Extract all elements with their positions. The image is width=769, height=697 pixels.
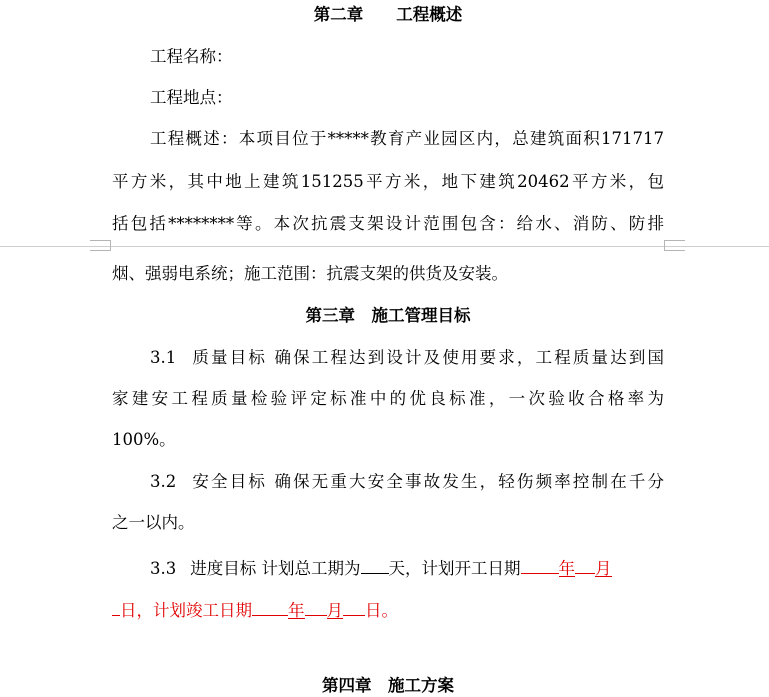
- start-month-blank: [575, 555, 595, 574]
- end-month-label: 月: [326, 601, 343, 620]
- quality-goal-line-1: [112, 347, 664, 369]
- start-year-blank: [521, 555, 559, 574]
- schedule-goal-number: 3.3: [150, 559, 177, 578]
- quality-goal-line-2: 家建安工程质量检验评定标准中的优良标准，一次验收合格率为: [112, 389, 664, 408]
- page-break-divider: [0, 246, 769, 247]
- end-year-label: 年: [288, 601, 305, 620]
- page-corner-mark-left: [90, 240, 111, 251]
- end-day-blank: [343, 597, 365, 616]
- quality-goal-number: 3.1: [150, 348, 177, 367]
- quality-goal-text: 确保工程达到设计及使用要求，工程质量达到国: [274, 348, 665, 367]
- chapter-4-title: 第四章 施工方案: [322, 676, 454, 695]
- end-day-label: 日。: [365, 601, 398, 620]
- end-month-blank: [305, 597, 327, 616]
- schedule-total-text: 计划总工期为: [261, 559, 361, 578]
- safety-goal-line-1: [112, 471, 664, 493]
- schedule-start-text: 天，计划开工日期: [388, 559, 521, 578]
- start-day-blank: [112, 597, 120, 616]
- safety-goal-label: 安全目标: [190, 472, 268, 491]
- safety-goal-text: 确保无重大安全事故发生，轻伤频率控制在千分: [274, 472, 665, 491]
- start-day-and-end-text: 日，计划竣工日期: [120, 601, 252, 620]
- overview-line-2: 平方米，其中地上建筑151255平方米，地下建筑20462平方米，包: [112, 172, 664, 191]
- overview-line-4: 烟、强弱电系统；施工范围：抗震支架的供货及安装。: [112, 264, 508, 283]
- duration-blank: [361, 555, 389, 574]
- schedule-goal-line-2: [112, 597, 664, 622]
- end-year-blank: [252, 597, 288, 616]
- quality-goal-line-3: 100%。: [112, 430, 176, 449]
- chapter-3-title: 第三章 施工管理目标: [305, 306, 471, 325]
- start-month-label: 月: [595, 559, 612, 578]
- schedule-goal-label: 进度目标: [190, 559, 257, 578]
- schedule-goal-line-1: [112, 555, 664, 580]
- safety-goal-line-2: 之一以内。: [112, 513, 195, 532]
- safety-goal-number: 3.2: [150, 472, 177, 491]
- page-corner-mark-right: [664, 240, 685, 251]
- start-year-label: 年: [558, 559, 575, 578]
- overview-line-1: 工程概述：本项目位于*****教育产业园区内，总建筑面积171717: [150, 129, 664, 148]
- start-date-fill: [521, 559, 612, 578]
- project-name-label: 工程名称：: [150, 47, 233, 66]
- chapter-2-title: 第二章 工程概述: [313, 5, 463, 24]
- overview-line-3: 括包括********等。本次抗震支架设计范围包含：给水、消防、防排: [112, 214, 664, 233]
- project-location-label: 工程地点：: [150, 88, 233, 107]
- quality-goal-label: 质量目标: [190, 348, 268, 367]
